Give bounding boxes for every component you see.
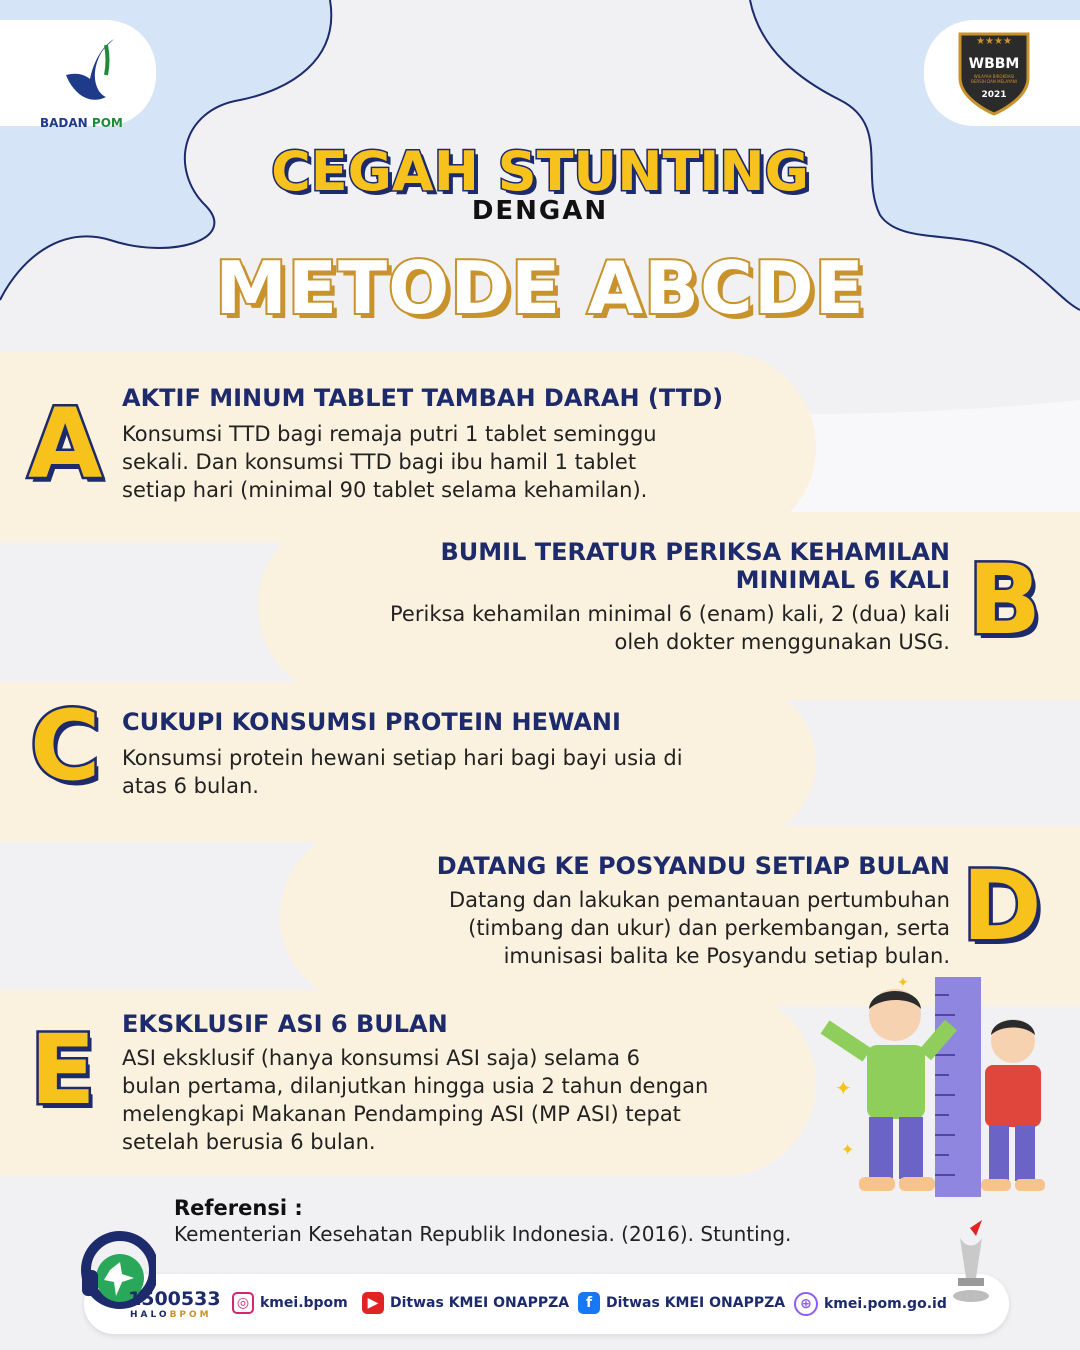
wbbm-title: WBBM <box>968 56 1020 72</box>
website-link[interactable]: ⊕ kmei.pom.go.id <box>794 1292 947 1316</box>
letter-c-icon: C <box>30 690 101 802</box>
title-line-3: METODE ABCDE <box>215 246 865 330</box>
letter-b-icon: B <box>968 544 1042 656</box>
letter-a-icon: A <box>28 388 103 500</box>
youtube-link[interactable]: ▶ Ditwas KMEI ONAPPZA <box>362 1292 569 1314</box>
instagram-link[interactable]: ◎ kmei.bpom <box>232 1292 348 1314</box>
item-e-body: ASI eksklusif (hanya konsumsi ASI saja) selama 6 bulan pertama, dilanjutkan hingga usia 2 tahun dengan melengkapi Makanan Pendamping ASI (MP ASI) tepat setelah berusia 6 bulan. <box>122 1046 709 1154</box>
title-line-1: CEGAH STUNTING <box>271 140 809 203</box>
children-height-illustration <box>815 975 1055 1205</box>
item-c-body: Konsumsi protein hewani setiap hari bagi bayi usia di atas 6 bulan. <box>122 746 683 798</box>
wbbm-logo-box <box>924 20 1080 126</box>
reference-text: Kementerian Kesehatan Republik Indonesia. (2016). Stunting. <box>174 1222 792 1246</box>
facebook-icon: f <box>578 1292 600 1314</box>
wbbm-year: 2021 <box>981 90 1007 100</box>
item-d-heading: DATANG KE POSYANDU SETIAP BULAN <box>436 852 950 880</box>
title-line-2: DENGAN <box>471 196 609 226</box>
instagram-icon: ◎ <box>232 1292 254 1314</box>
trophy-emblem-icon <box>946 1218 996 1310</box>
item-c-heading: CUKUPI KONSUMSI PROTEIN HEWANI <box>122 708 621 736</box>
hotline-subtitle: HALOBPOM <box>130 1310 212 1320</box>
badan-pom-logo-box <box>0 20 156 130</box>
facebook-link[interactable]: f Ditwas KMEI ONAPPZA <box>578 1292 785 1314</box>
svg-text:✦: ✦ <box>897 975 909 991</box>
svg-text:✦: ✦ <box>841 1140 855 1159</box>
item-a-body: Konsumsi TTD bagi remaja putri 1 tablet seminggu sekali. Dan konsumsi TTD bagi ibu hamil 1 tablet setiap hari (minimal 90 tablet selama kehamilan). <box>122 422 657 502</box>
badan-pom-label: BADAN POM <box>40 116 123 130</box>
hotline-number: 1500533 <box>128 1288 221 1310</box>
letter-e-icon: E <box>30 1014 96 1126</box>
globe-icon: ⊕ <box>794 1292 818 1316</box>
item-a-heading: AKTIF MINUM TABLET TAMBAH DARAH (TTD) <box>122 384 724 412</box>
svg-text:✦: ✦ <box>835 1076 852 1100</box>
svg-text:★★★★: ★★★★ <box>976 36 1012 47</box>
item-b-heading: BUMIL TERATUR PERIKSA KEHAMILAN MINIMAL 6 KALI <box>440 538 950 594</box>
badan-pom-logo-icon <box>60 35 118 115</box>
wbbm-subtitle: WILAYAH BIROKRASI BERSIH DAN MELAYANI <box>971 74 1017 84</box>
item-e-heading: EKSKLUSIF ASI 6 BULAN <box>122 1010 448 1038</box>
reference-title: Referensi : <box>174 1196 303 1220</box>
youtube-icon: ▶ <box>362 1292 384 1314</box>
letter-d-icon: D <box>962 850 1042 962</box>
item-d-body: Datang dan lakukan pemantauan pertumbuhan (timbang dan ukur) dan perkembangan, serta imunisasi balita ke Posyandu setiap bulan. <box>449 888 950 968</box>
item-b-body: Periksa kehamilan minimal 6 (enam) kali, 2 (dua) kali oleh dokter menggunakan USG. <box>390 602 950 654</box>
